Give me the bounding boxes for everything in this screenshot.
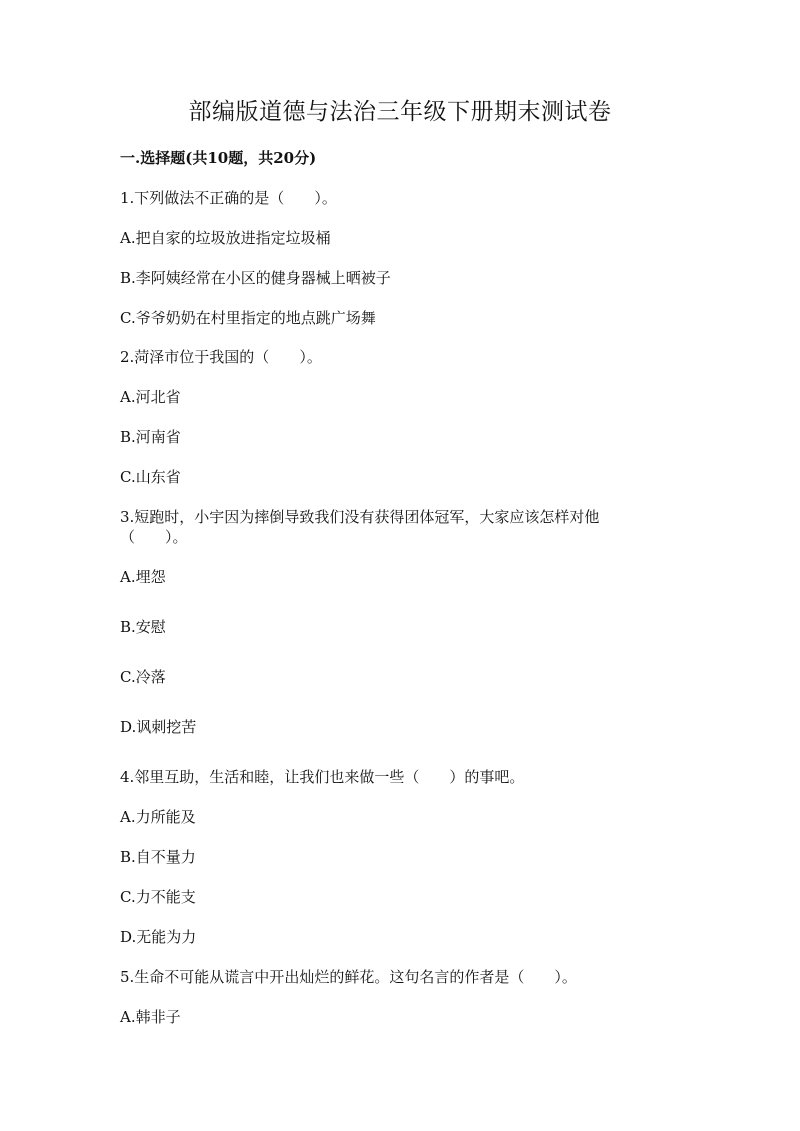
question-2-option-a: A.河北省 [120,388,181,406]
question-1-option-a: A.把自家的垃圾放进指定垃圾桶 [120,229,331,247]
page-title: 部编版道德与法治三年级下册期末测试卷 [188,99,612,125]
question-3-option-d: D.讽刺挖苦 [120,718,197,736]
question-2-stem: 2.菏泽市位于我国的（ ）。 [120,348,322,366]
question-1-option-c: C.爷爷奶奶在村里指定的地点跳广场舞 [120,309,376,327]
question-5-stem: 5.生命不可能从谎言中开出灿烂的鲜花。这句名言的作者是（ ）。 [120,968,577,986]
question-2-option-c: C.山东省 [120,468,181,486]
question-4-option-d: D.无能为力 [120,928,197,946]
question-4-option-a: A.力所能及 [120,808,196,826]
question-4-option-b: B.自不量力 [120,848,196,866]
question-3-option-c: C.冷落 [120,668,166,686]
section-heading: 一.选择题(共10题，共20分) [120,149,317,167]
question-1-option-b: B.李阿姨经常在小区的健身器械上晒被子 [120,269,391,287]
question-3-stem-line-1: 3.短跑时，小宇因为摔倒导致我们没有获得团体冠军，大家应该怎样对他 [120,508,600,526]
question-3-stem-line-2: （ ）。 [120,528,188,546]
question-2-option-b: B.河南省 [120,428,181,446]
question-3-option-a: A.埋怨 [120,568,166,586]
question-5-option-a: A.韩非子 [120,1008,181,1026]
question-1-stem: 1.下列做法不正确的是（ ）。 [120,189,337,207]
question-4-option-c: C.力不能支 [120,888,196,906]
question-3-option-b: B.安慰 [120,618,166,636]
question-4-stem: 4.邻里互助，生活和睦，让我们也来做一些（ ）的事吧。 [120,768,525,786]
